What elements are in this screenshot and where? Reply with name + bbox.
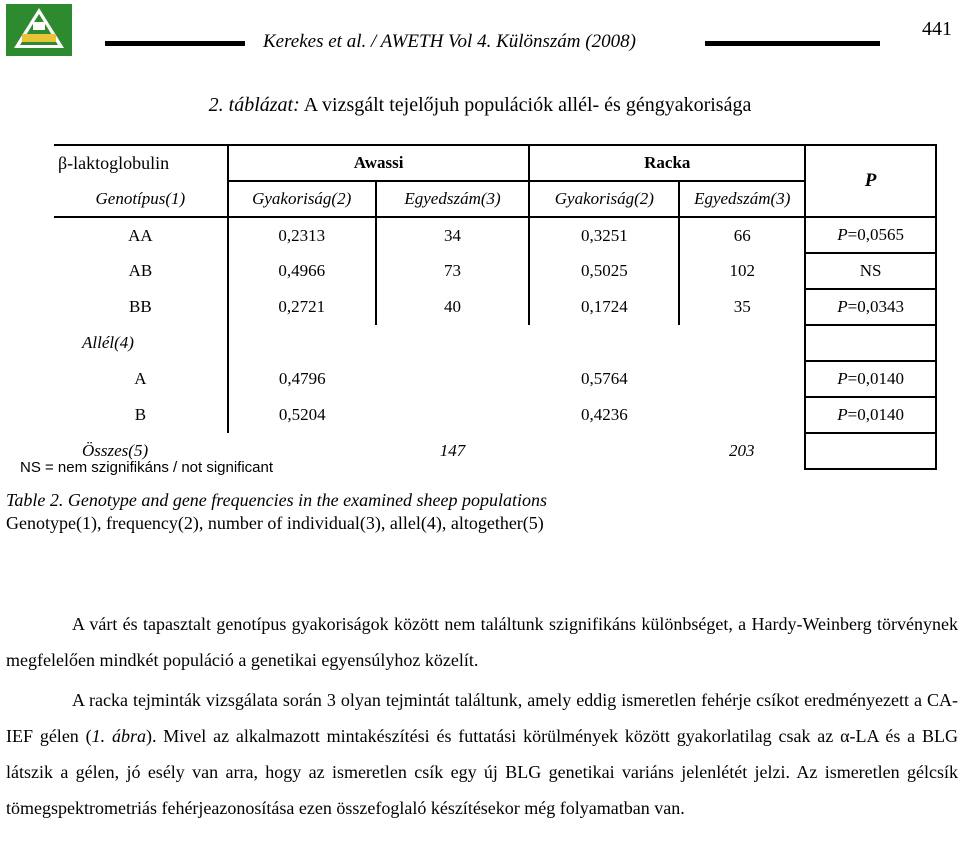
table-header-row-1 [54,145,936,181]
cell-p-value [805,361,936,397]
table-caption-title: A vizsgált tejelőjuh populációk allél- és géngyakorisága [303,94,752,116]
table-row [54,253,936,289]
cell-empty [376,397,530,433]
cell-racka-count: 35 [679,289,805,325]
cell-awassi-count: 73 [376,253,530,289]
p-value-text: =0,0140 [847,369,904,388]
cell-racka-count: 102 [679,253,805,289]
page-number: 441 [922,18,952,40]
table-row [54,361,936,397]
table-row [54,397,936,433]
header-rule-left [105,41,245,46]
cell-awassi-frequency: 0,5204 [228,397,376,433]
cell-awassi-count: 34 [376,217,530,253]
cell-p-value [805,289,936,325]
cell-racka-count: 66 [679,217,805,253]
figure-reference[interactable]: 1. ábra [91,726,146,746]
allele-header-spacer [228,325,805,361]
genotype-label: AB [128,261,153,280]
paragraph-1-text: A várt és tapasztalt genotípus gyakoriságok között nem találtunk szignifikáns különbséget, a Hardy-Weinberg törvénynek megfelelően mindkét populáció a genetikai egyensúlyhoz közelít. [6,614,958,670]
p-value-text: =0,0343 [847,297,904,316]
english-caption-title: Table 2. Genotype and gene frequencies in the examined sheep populations [6,490,548,510]
genotype-header: Genotípus(1) [54,181,228,217]
p-symbol: P [837,225,848,244]
cell-empty [529,433,679,469]
cell-racka-total: 203 [728,441,755,460]
allele-header: Allél(4) [82,333,134,352]
cell-awassi-frequency: 0,2721 [228,289,376,325]
cell-racka-frequency: 0,5025 [529,253,679,289]
total-label: Összes(5) [82,441,149,460]
group-header-awassi: Awassi [228,145,530,181]
table-header-row-2 [54,181,936,217]
allele-label: B [134,405,147,424]
cell-p-value [805,397,936,433]
sub-header: Gyakoriság(2) [228,181,376,217]
p-symbol: P [837,297,848,316]
cell-empty [376,361,530,397]
cell-racka-frequency: 0,1724 [529,289,679,325]
cell-awassi-count: 40 [376,289,530,325]
p-symbol: P [837,405,848,424]
cell-racka-frequency: 0,5764 [580,369,628,388]
table-caption-label: 2. táblázat: [208,94,300,116]
body-paragraph-2 [6,682,958,826]
sub-header: Egyedszám(3) [679,181,805,217]
cell-awassi-total: 147 [439,441,466,460]
p-value-text: =0,0565 [847,225,904,244]
sub-header: Gyakoriság(2) [529,181,679,217]
cell-awassi-frequency: 0,4796 [228,361,376,397]
cell-empty [805,433,936,469]
table-row [54,289,936,325]
p-header: P [805,145,936,217]
header-rule-right [705,41,880,46]
cell-racka-frequency: 0,3251 [529,217,679,253]
cell-awassi-frequency: 0,2313 [228,217,376,253]
allele-header-row [54,325,936,361]
p-value-text: =0,0140 [847,405,904,424]
p-symbol: P [837,369,848,388]
table-row [54,217,936,253]
group-header-racka: Racka [529,145,805,181]
running-header [0,28,960,58]
cell-p-value: NS [805,253,936,289]
table-caption [0,94,960,117]
cell-empty [679,397,805,433]
body-paragraph-1 [6,606,958,678]
corner-title: β-laktoglobulin [54,145,228,181]
table-footnote: NS = nem szignifikáns / not significant [20,459,274,476]
cell-awassi-frequency: 0,4966 [228,253,376,289]
paragraph-2-text-b: ). Mivel az alkalmazott mintakészítési és futtatási körülmények között gyakorlatilag csak az α-LA és a BLG látszik a gélen, jó esély van arra, hogy az ismeretlen csík egy új BLG genetikai variáns jelenlétét jelzi. Az ismeretlen gélcsík tömegspektrometriás fehérjeazonosítása ezen összefoglaló készítésekor még folyamatban van. [6,726,958,818]
english-caption-legend: Genotype(1), frequency(2), number of individual(3), allel(4), altogether(5) [6,513,544,533]
genotype-frequency-table [54,144,937,470]
sub-header: Egyedszám(3) [376,181,530,217]
cell-p-value [805,217,936,253]
genotype-label: BB [129,297,152,316]
allele-label: A [134,369,147,388]
paragraph-2-text-a: A racka tejminták vizsgálata során 3 olyan tejmintát találtunk, amely eddig ismeretlen fehérje csíkot eredményezett a CA-IEF gélen ( [6,690,958,746]
cell-empty [679,361,805,397]
header-text: Kerekes et al. / AWETH Vol 4. Különszám (2008) [263,31,636,52]
allele-header-p-spacer [805,325,936,361]
cell-racka-frequency: 0,4236 [580,405,628,424]
genotype-label: AA [128,225,153,245]
